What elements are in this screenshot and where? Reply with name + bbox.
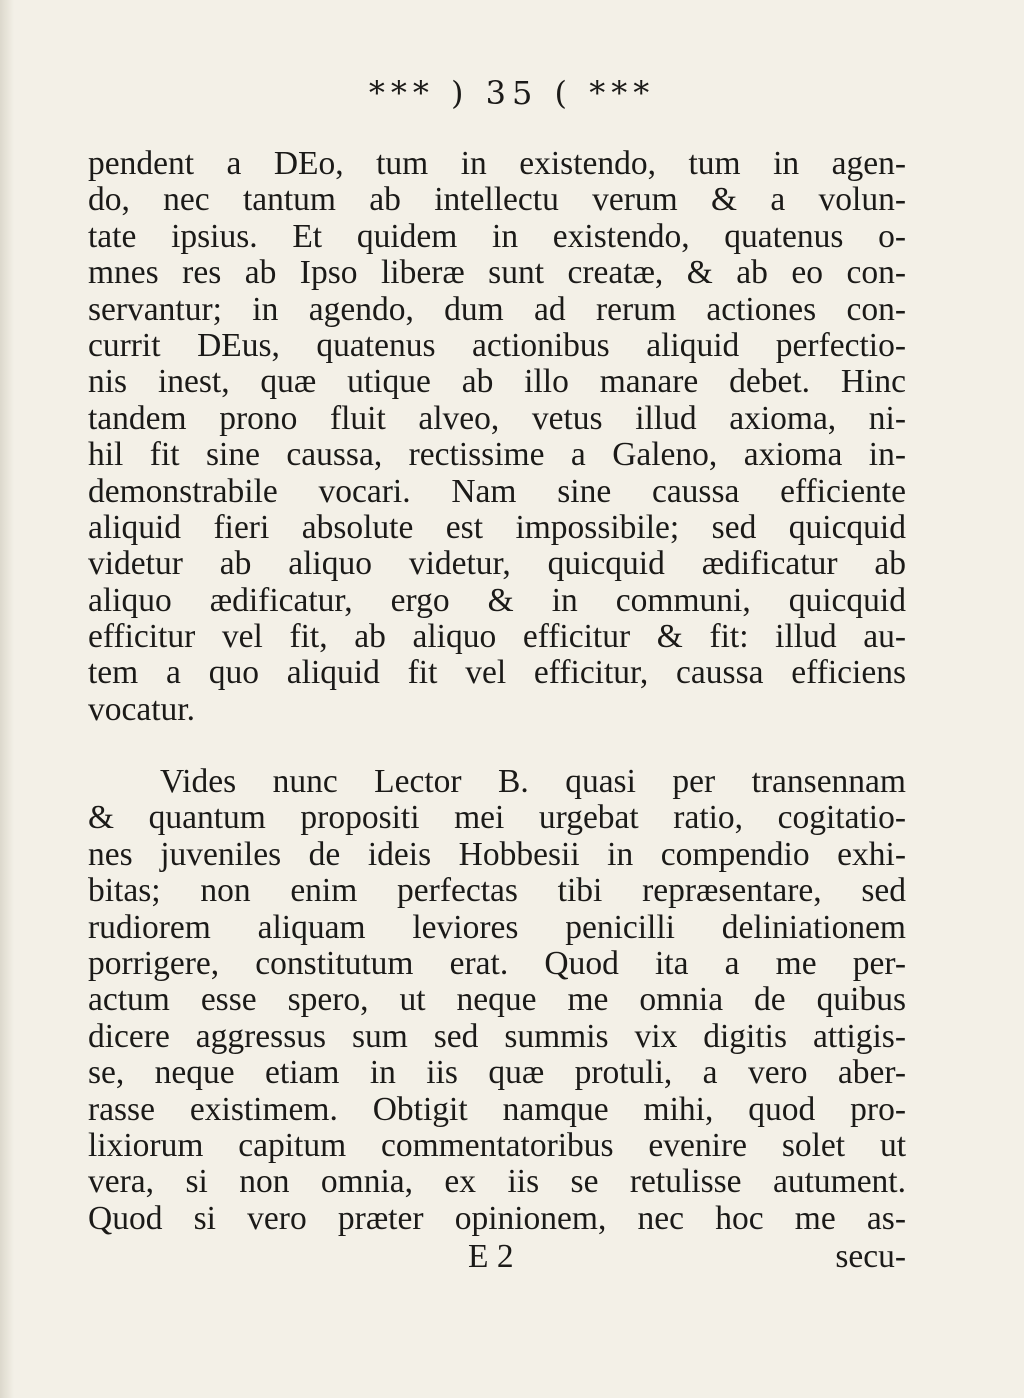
- text-line: Vides nunc Lector B. quasi per transennam: [160, 763, 906, 800]
- text-line: hil fit sine caussa, rectissime a Galeno, axioma in-: [88, 436, 906, 474]
- signature-mark: E 2: [468, 1238, 514, 1275]
- text-line: porrigere, constitutum erat. Quod ita a me per-: [88, 944, 906, 982]
- text-line: actum esse spero, ut neque me omnia de quibus: [88, 981, 906, 1019]
- text-line: aliquo ædificatur, ergo & in communi, quicquid: [88, 581, 906, 619]
- text-line: se, neque etiam in iis quæ protuli, a vero aber-: [88, 1054, 906, 1092]
- text-line: rudiorem aliquam leviores penicilli deliniationem: [88, 908, 906, 946]
- text-line: aliquid fieri absolute est impossibile; sed quicquid: [88, 508, 906, 546]
- text-line: videtur ab aliquo videtur, quicquid ædificatur ab: [88, 545, 906, 583]
- text-line: mnes res ab Ipso liberæ sunt creatæ, & ab eo con-: [88, 254, 906, 292]
- text-line: vocatur.: [88, 690, 195, 728]
- text-line: demonstrabile vocari. Nam sine caussa efficiente: [88, 472, 906, 510]
- catchword: secu-: [835, 1238, 906, 1275]
- text-line: nes juveniles de ideis Hobbesii in compendio exhi-: [88, 835, 906, 873]
- text-line: tem a quo aliquid fit vel efficitur, caussa efficiens: [88, 654, 906, 692]
- text-line: currit DEus, quatenus actionibus aliquid perfectio-: [88, 326, 906, 364]
- text-line: vera, si non omnia, ex iis se retulisse autument.: [88, 1163, 906, 1201]
- text-line: & quantum propositi mei urgebat ratio, cogitatio-: [88, 799, 906, 837]
- text-line: bitas; non enim perfectas tibi repræsentare, sed: [88, 872, 906, 910]
- text-line: do, nec tantum ab intellectu verum & a volun-: [88, 181, 906, 219]
- text-line: rasse existimem. Obtigit namque mihi, quod pro-: [88, 1090, 906, 1128]
- text-line: Quod si vero præter opinionem, nec hoc me as-: [88, 1199, 906, 1237]
- page-number: *** ) 35 ( ***: [368, 74, 656, 112]
- paragraph-1: [88, 146, 906, 728]
- text-line: pendent a DEo, tum in existendo, tum in agen-: [88, 145, 906, 182]
- paragraph-2: [88, 764, 906, 1237]
- text-line: nis inest, quæ utique ab illo manare debet. Hinc: [88, 363, 906, 401]
- text-line: tandem prono fluit alveo, vetus illud axioma, ni-: [88, 399, 906, 437]
- text-line: efficitur vel fit, ab aliquo efficitur & fit: illud au-: [88, 618, 906, 656]
- text-line: dicere aggressus sum sed summis vix digitis attigis-: [88, 1017, 906, 1055]
- page-header: [0, 74, 1024, 112]
- text-line: lixiorum capitum commentatoribus evenire solet ut: [88, 1126, 906, 1164]
- text-line: tate ipsius. Et quidem in existendo, quatenus o-: [88, 217, 906, 255]
- page-footer: [88, 1238, 906, 1278]
- text-line: servantur; in agendo, dum ad rerum actiones con-: [88, 290, 906, 328]
